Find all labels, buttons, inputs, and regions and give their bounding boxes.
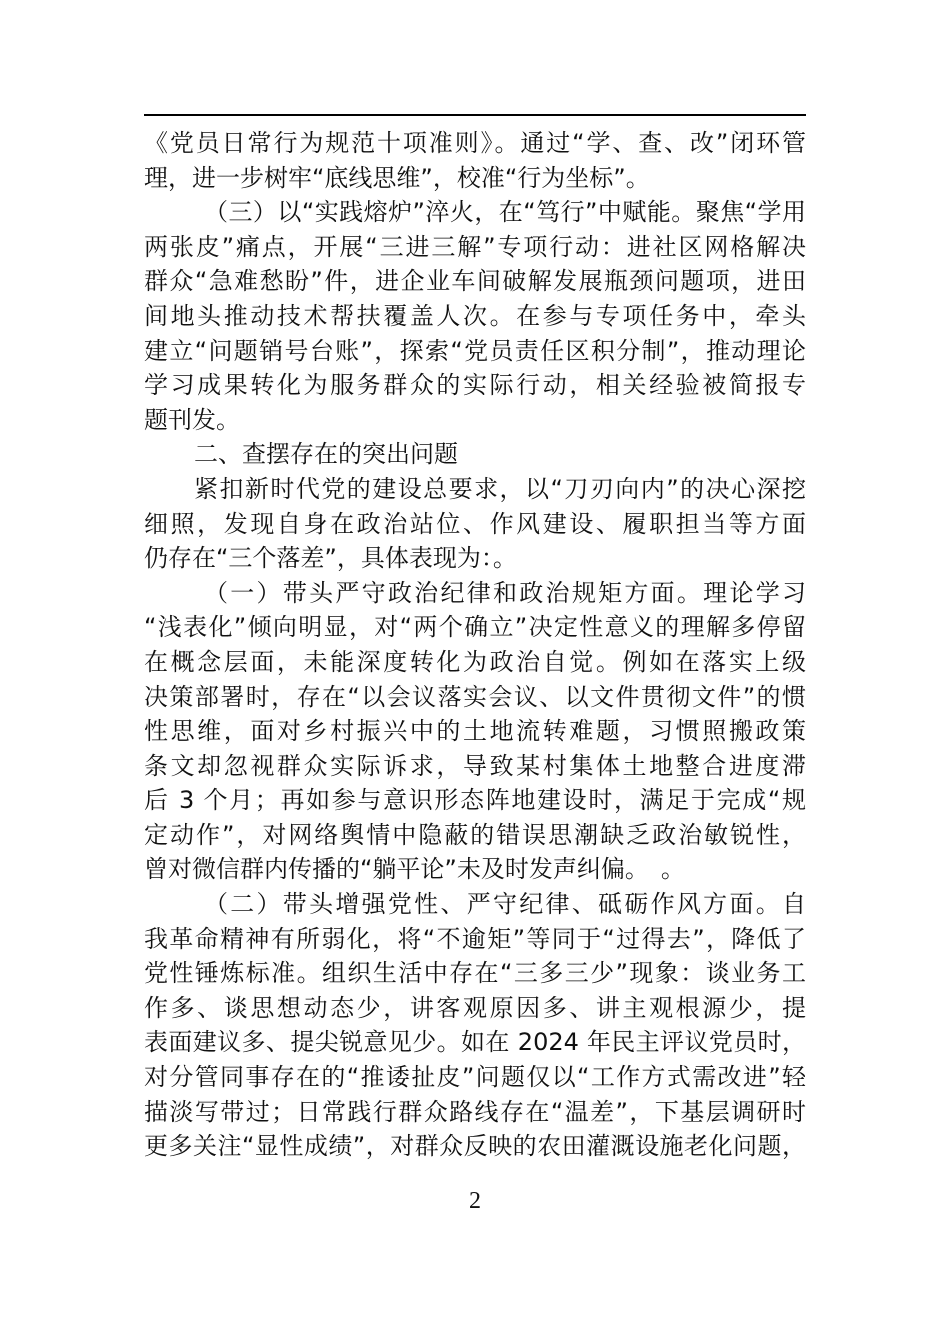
text-line: “浅表化”倾向明显，对“两个确立”决定性意义的理解多停留 [144,613,806,642]
text-line: 群众“急难愁盼”件，进企业车间破解发展瓶颈问题项，进田 [144,267,806,296]
text-line: 理，进一步树牢“底线思维”，校准“行为坐标”。 [144,163,650,192]
text-line: 条文却忽视群众实际诉求，导致某村集体土地整合进度滞 [144,751,806,780]
text-line: 决策部署时，存在“以会议落实会议、以文件贯彻文件”的惯 [144,682,806,711]
text-line: 紧扣新时代党的建设总要求，以“刀刃向内”的决心深挖 [194,474,806,503]
text-line: 在概念层面，未能深度转化为政治自觉。例如在落实上级 [144,647,806,676]
text-line: 两张皮”痛点，开展“三进三解”专项行动：进社区网格解决 [144,232,806,261]
text-line: 性思维，面对乡村振兴中的土地流转难题，习惯照搬政策 [144,717,806,746]
text-line: 作多、谈思想动态少，讲客观原因多、讲主观根源少，提 [144,993,806,1022]
section-heading-line: （三）以“实践熔炉”淬火，在“笃行”中赋能。聚焦“学用 [204,198,806,227]
text-line: 仍存在“三个落差”，具体表现为：。 [144,544,517,573]
section-heading-line: （一）带头严守政治纪律和政治规矩方面。理论学习 [204,578,806,607]
text-line: 《党员日常行为规范十项准则》。通过“学、查、改”闭环管 [144,129,806,157]
text-line: 描淡写带过；日常践行群众路线存在“温差”，下基层调研时 [144,1097,806,1126]
section-heading-line: （二）带头增强党性、严守纪律、砥砺作风方面。自 [204,890,806,919]
text-line: 我革命精神有所弱化，将“不逾矩”等同于“过得去”，降低了 [144,924,806,953]
text-line: 后 3 个月；再如参与意识形态阵地建设时，满足于完成“规 [144,786,806,815]
text-line: 学习成果转化为服务群众的实际行动，相关经验被简报专 [144,371,806,400]
header-rule [144,114,806,116]
text-line: 细照，发现自身在政治站位、作风建设、履职担当等方面 [144,509,806,538]
document-body [144,126,806,1164]
text-line: 党性锤炼标准。组织生活中存在“三多三少”现象：谈业务工 [144,959,806,988]
text-line: 间地头推动技术帮扶覆盖人次。在参与专项任务中，牵头 [144,301,806,330]
text-line: 曾对微信群内传播的“躺平论”未及时发声纠偏。 。 [144,855,685,884]
text-line: 建立“问题销号台账”，探索“党员责任区积分制”，推动理论 [144,336,806,365]
text-line: 题刊发。 [144,405,240,434]
text-line: 定动作”，对网络舆情中隐蔽的错误思潮缺乏政治敏锐性， [144,820,806,849]
page-number: 2 [469,1188,481,1214]
text-line: 对分管同事存在的“推诿扯皮”问题仅以“工作方式需改进”轻 [144,1063,806,1092]
text-line: 表面建议多、提尖锐意见少。如在 2024 年民主评议党员时， [144,1028,806,1057]
text-line: 更多关注“显性成绩”，对群众反映的农田灌溉设施老化问题， [144,1132,806,1161]
chapter-heading: 二、查摆存在的突出问题 [194,440,458,469]
